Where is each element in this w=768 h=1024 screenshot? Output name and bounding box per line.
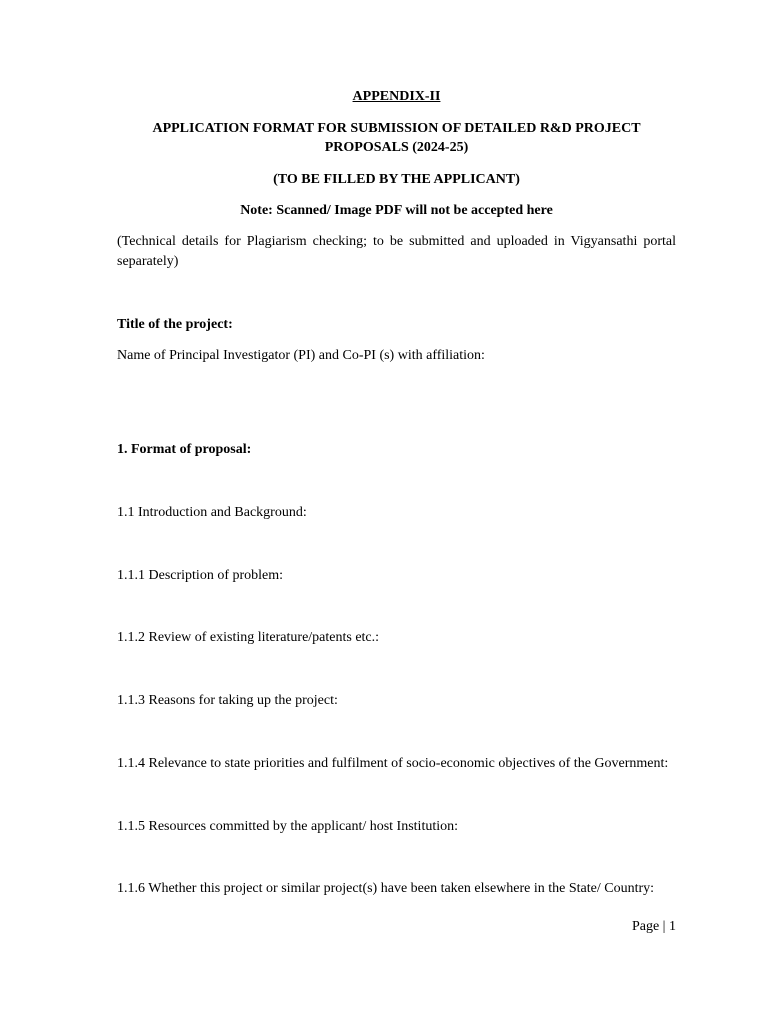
section-1-1-6-similar-projects: 1.1.6 Whether this project or similar project(s) have been taken elsewhere in the State/ Country:	[117, 881, 655, 896]
section-1-1-2-literature-review: 1.1.2 Review of existing literature/patents etc.:	[117, 630, 380, 645]
section-1-1-5-resources: 1.1.5 Resources committed by the applicant/ host Institution:	[117, 819, 459, 834]
section-1-1-3-reasons: 1.1.3 Reasons for taking up the project:	[117, 693, 338, 708]
project-title-label: Title of the project:	[117, 317, 233, 332]
section-1-1-4-relevance: 1.1.4 Relevance to state priorities and fulfilment of socio-economic objectives of the Government:	[117, 756, 669, 771]
scanned-pdf-note: Note: Scanned/ Image PDF will not be accepted here	[240, 203, 553, 218]
appendix-heading: APPENDIX-II	[352, 89, 441, 104]
page-number: Page | 1	[631, 919, 676, 934]
technical-details-note: (Technical details for Plagiarism checking; to be submitted and uploaded in Vigyansathi portal separately)	[117, 234, 676, 269]
section-1-1-introduction: 1.1 Introduction and Background:	[117, 505, 307, 520]
section-1-1-1-problem-description: 1.1.1 Description of problem:	[117, 568, 284, 583]
to-be-filled-heading: (TO BE FILLED BY THE APPLICANT)	[273, 172, 520, 187]
format-of-proposal-heading: 1. Format of proposal:	[117, 442, 252, 457]
principal-investigator-label: Name of Principal Investigator (PI) and Co-PI (s) with affiliation:	[117, 348, 485, 363]
application-format-heading: APPLICATION FORMAT FOR SUBMISSION OF DETAILED R&D PROJECT PROPOSALS (2024-25)	[152, 121, 641, 155]
